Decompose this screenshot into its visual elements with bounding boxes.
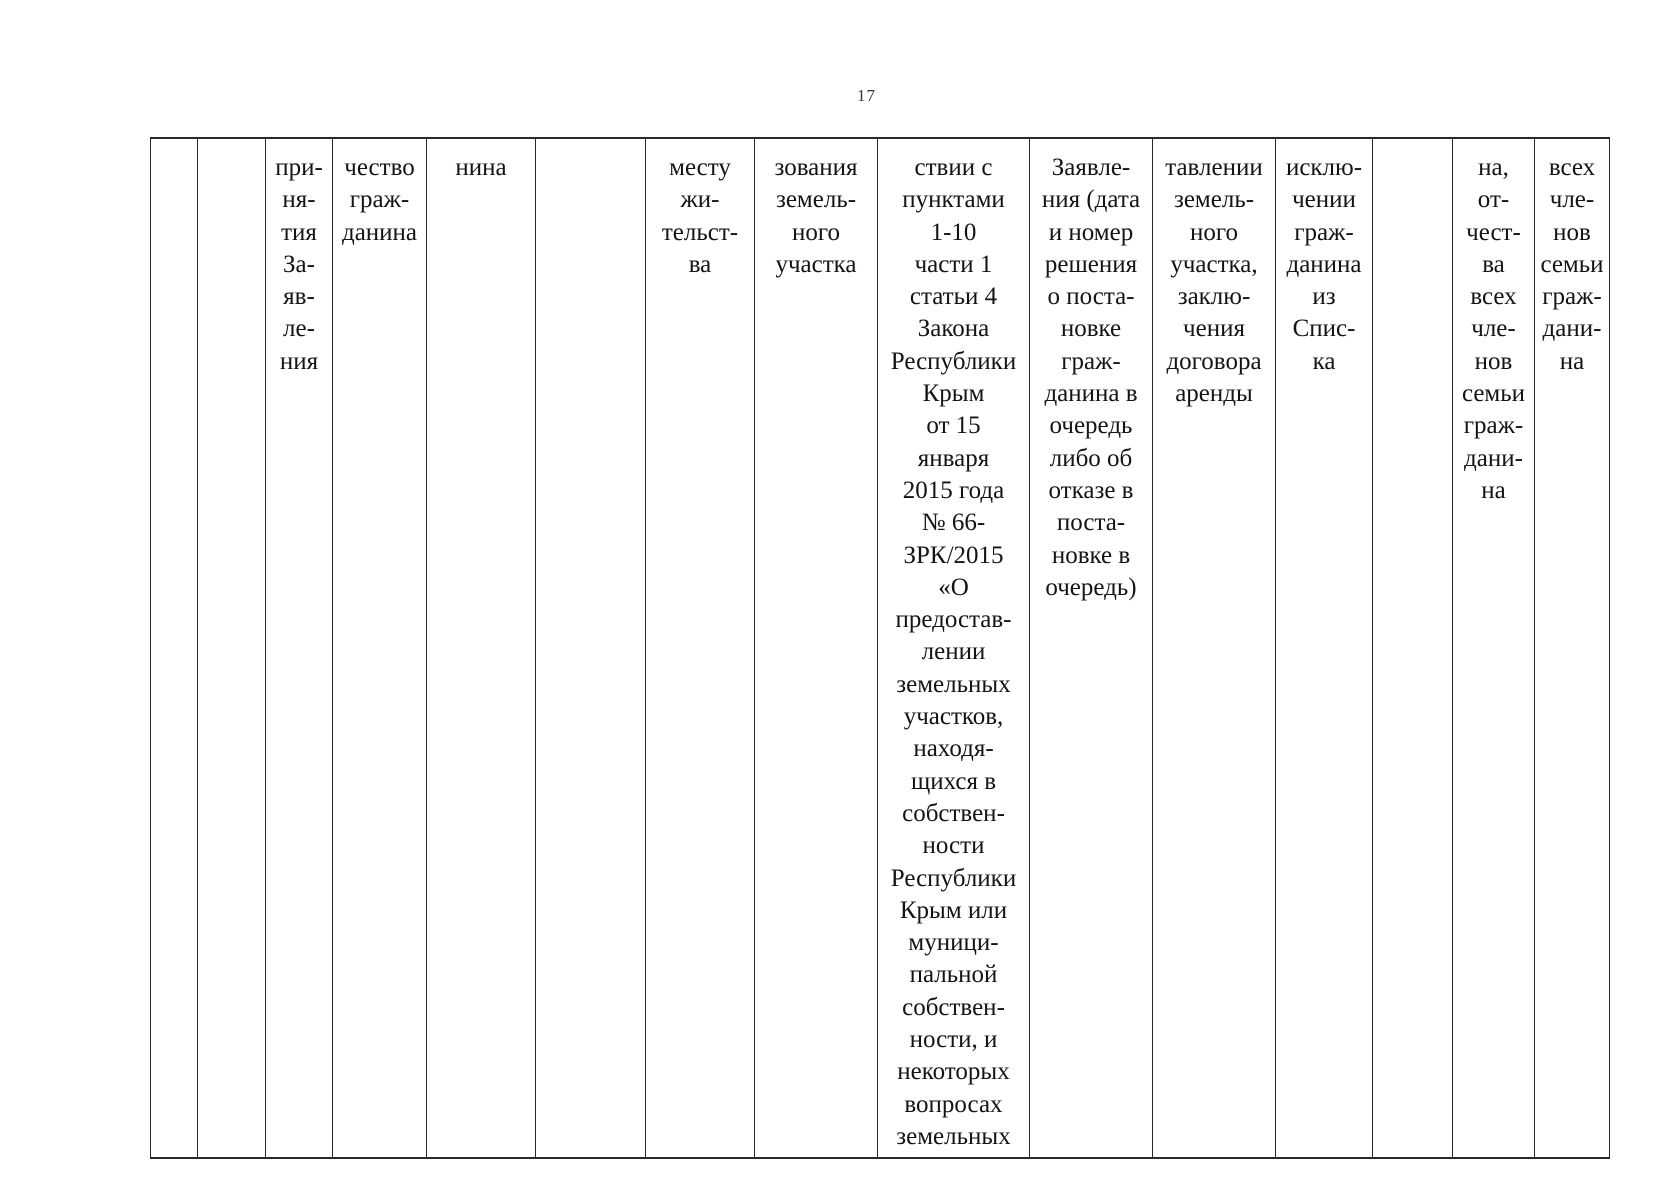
table-cell-citizen-patronymic: чество граж- данина: [333, 138, 427, 1158]
table-cell-application-date: при- ня- тия За- яв- ле- ния: [266, 138, 333, 1158]
table-cell-land-plot-grant: тавлении земель- ного участка, заклю- чения договора аренды: [1153, 138, 1276, 1158]
table-row: [151, 138, 1610, 1158]
table-cell-col13: [1373, 138, 1453, 1158]
table-cell-family-patronymics: на, от- чест- ва всех чле- нов семьи граж- дани- на: [1453, 138, 1535, 1158]
register-table: [150, 137, 1610, 1159]
table-cell-col6: [536, 138, 646, 1158]
page-number: 17: [857, 86, 876, 105]
table-cell-place-of-residence: месту жи- тельст- ва: [646, 138, 755, 1158]
table-cell-queue-decision: Заявле- ния (дата и номер решения о поста- новке граж- данина в очередь либо об отказе в поста- новке в очередь): [1030, 138, 1153, 1158]
table-cell-col1: [151, 138, 198, 1158]
table-cell-col2: [198, 138, 266, 1158]
table-cell-citizen: нина: [427, 138, 536, 1158]
table-cell-list-exclusion: исклю- чении граж- данина из Спис- ка: [1276, 138, 1373, 1158]
table-cell-law-reference: ствии с пунктами 1-10 части 1 статьи 4 Закона Республики Крым от 15 января 2015 года № 66- ЗРК/2015 «О предостав- лении земельных участков, находя- щихся в собствен- ности Республики Крым или муници- пальной собствен- ности, и некоторых вопросах земельных: [878, 138, 1030, 1158]
table-cell-family-members: всех чле- нов семьи граж- дани- на: [1535, 138, 1610, 1158]
table-cell-land-plot-use: зования земель- ного участка: [755, 138, 878, 1158]
